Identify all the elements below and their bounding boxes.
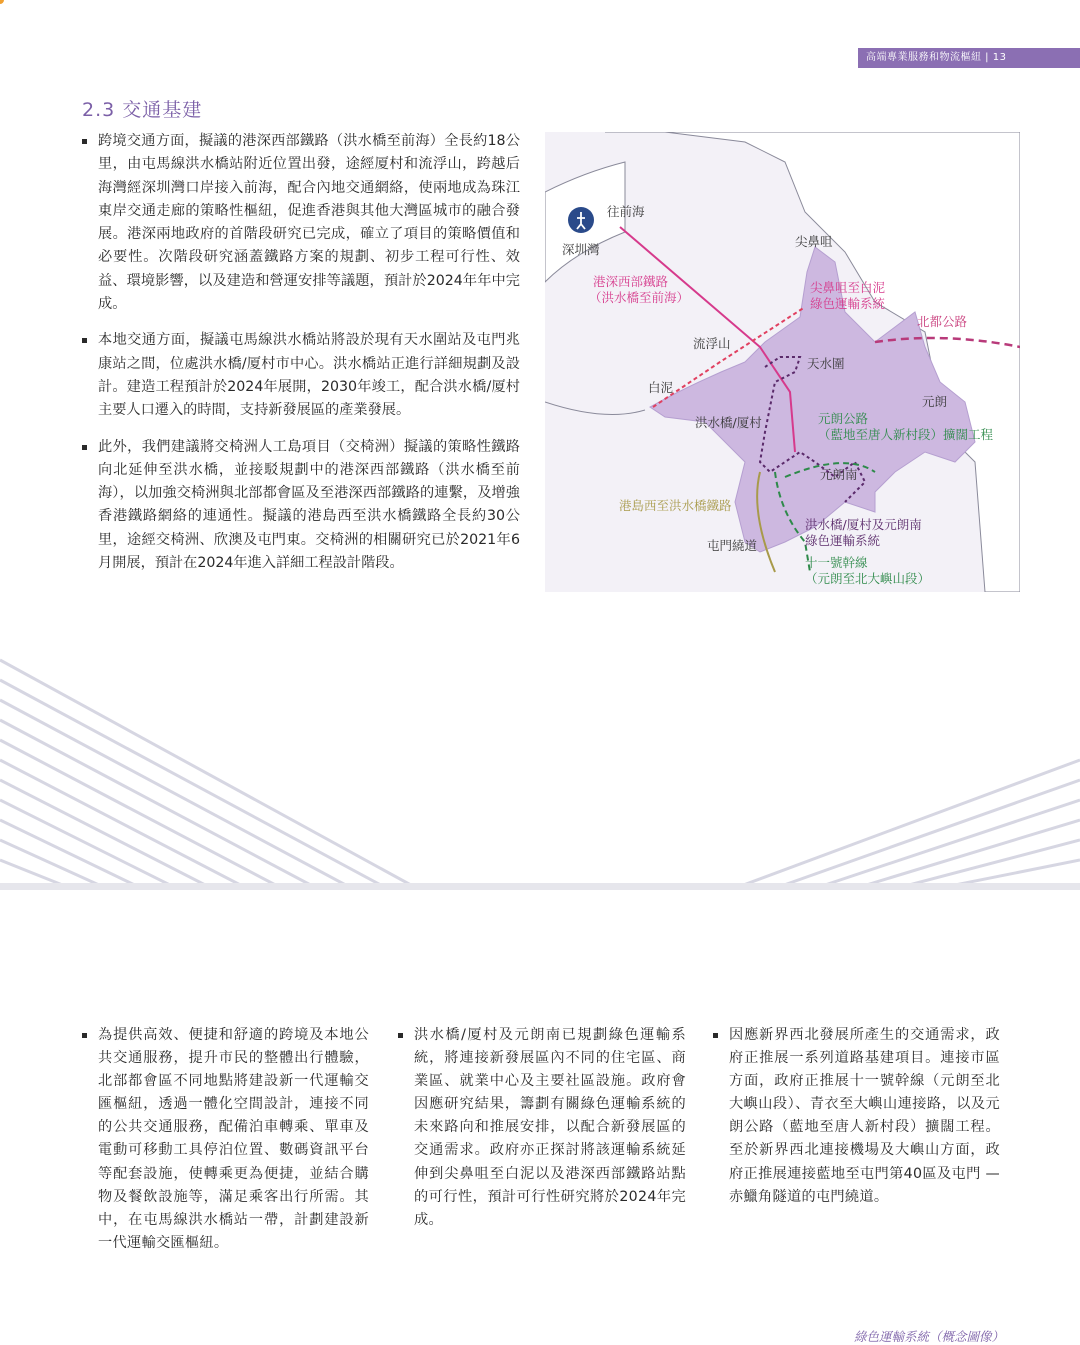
label-yln: 元朗南 bbox=[820, 467, 858, 482]
column-1 bbox=[82, 1024, 369, 1255]
label-ylh-1: 元朗公路 bbox=[818, 411, 869, 426]
column-3 bbox=[713, 1024, 1000, 1209]
label-hsk: 洪水橋/厦村 bbox=[695, 415, 762, 430]
label-hk-island-rail: 港島西至洪水橋鐵路 bbox=[619, 498, 732, 513]
bullet-kau-yi-chau: 此外，我們建議將交椅洲人工島項目（交椅洲）擬議的策略性鐵路向北延伸至洪水橋，並接駁規劃中的港深西部鐵路（洪水橋至前海），以加強交椅洲與北部都會區及至港深西部鐵路的連繫，及增強香港鐵路網絡的連通性。擬議的港島西至洪水橋鐵路全長約30公里，途經交椅洲、欣澳及屯門東。交椅洲的相關研究已於2021年6月開展，預計在2024年進入詳細工程設計階段。 bbox=[82, 436, 520, 576]
section-heading: 2.3 交通基建 bbox=[82, 99, 203, 121]
label-green-1a: 尖鼻咀至白泥 bbox=[810, 280, 886, 295]
bullet-interchange-hub: 為提供高效、便捷和舒適的跨境及本地公共交通服務，提升市民的整體出行體驗，北部都會區不同地點將建設新一代運輸交匯樞紐，透過一體化空間設計，連接不同的公共交通服務，配備泊車轉乘、單車及電動可移動工具停泊位置、數碼資訊平台等配套設施，使轉乘更為便捷，並結合購物及餐飲設施等，滿足乘客出行所需。其中，在屯馬線洪水橋站一帶，計劃建設新一代運輸交匯樞紐。 bbox=[82, 1024, 369, 1255]
bullet-local-transport: 本地交通方面，擬議屯馬線洪水橋站將設於現有天水圍站及屯門兆康站之間，位處洪水橋/厦村市中心。洪水橋站正進行詳細規劃及設計。建造工程預計於2024年展開，2030年竣工，配合洪水橋/厦村主要人口遷入的時間，支持新發展區的產業發展。 bbox=[82, 329, 520, 422]
column-2 bbox=[398, 1024, 686, 1232]
header-bar: 高端專業服務和物流樞紐 | 13 bbox=[858, 48, 1080, 68]
label-tin-shui-wai: 天水圍 bbox=[807, 356, 845, 371]
label-yuen-long: 元朗 bbox=[922, 394, 948, 409]
label-qianhai: 往前海 bbox=[607, 204, 645, 219]
label-green-1b: 綠色運輸系統 bbox=[810, 296, 886, 311]
map-graphic bbox=[545, 132, 1020, 592]
bullet-green-transit: 洪水橋/厦村及元朗南已規劃綠色運輸系統，將連接新發展區內不同的住宅區、商業區、就業中心及主要社區設施。政府會因應研究結果，籌劃有關綠色運輸系統的未來路向和推展安排，以配合新發展區的交通需求。政府亦正探討將該運輸系統延伸到尖鼻咀至白泥以及港深西部鐵路站點的可行性，預計可行性研究將於2024年完成。 bbox=[398, 1024, 686, 1232]
label-route11-2: （元朗至北大嶼山段） bbox=[805, 571, 931, 586]
label-shenzhen-bay: 深圳灣 bbox=[562, 242, 600, 257]
label-hsk-gts-1: 洪水橋/厦村及元朗南 bbox=[805, 517, 922, 532]
label-pak-nai: 白泥 bbox=[648, 380, 674, 395]
label-tm-bypass: 屯門繞道 bbox=[707, 538, 758, 553]
label-lau-fau-shan: 流浮山 bbox=[693, 336, 731, 351]
label-ylh-2: （藍地至唐人新村段）擴闊工程 bbox=[818, 427, 994, 442]
label-hsk-gts-2: 綠色運輸系統 bbox=[805, 533, 881, 548]
corner-mark bbox=[0, 0, 4, 4]
bullet-cross-boundary: 跨境交通方面，擬議的港深西部鐵路（洪水橋至前海）全長約18公里，由屯馬線洪水橋站附近位置出發，途經厦村和流浮山，跨越后海灣經深圳灣口岸接入前海，配合內地交通網絡，使兩地成為珠江東岸交通走廊的策略性樞紐，促進香港與其他大灣區城市的融合發展。港深兩地政府的首階段研究已完成，確立了項目的策略價值和必要性。次階段研究涵蓋鐵路方案的規劃、初步工程可行性、效益、環境影響，以及建造和營運安排等議題，預計於2024年年中完成。 bbox=[82, 130, 520, 316]
label-route11-1: 十一號幹線 bbox=[805, 555, 868, 570]
decorative-stripes bbox=[0, 650, 1080, 890]
transport-map bbox=[545, 132, 1020, 592]
intro-bullets bbox=[82, 130, 520, 588]
label-xrl-1: 港深西部鐵路 bbox=[593, 274, 669, 289]
bullet-road-infrastructure: 因應新界西北發展所產生的交通需求，政府正推展一系列道路基建項目。連接市區方面，政府正推展十一號幹線（元朗至北大嶼山段）、青衣至大嶼山連接路，以及元朗公路（藍地至唐人新村段）擴闊工程。至於新界西北連接機場及大嶼山方面，政府正推展連接藍地至屯門第40區及屯門 — 赤鱲角隧道的屯門繞道。 bbox=[713, 1024, 1000, 1209]
label-xrl-2: （洪水橋至前海） bbox=[589, 290, 690, 305]
image-caption: 綠色運輸系統（概念圖像） bbox=[854, 1329, 1005, 1344]
label-northern-highway: 北都公路 bbox=[917, 314, 968, 329]
label-jianbiju: 尖鼻咀 bbox=[795, 234, 833, 249]
